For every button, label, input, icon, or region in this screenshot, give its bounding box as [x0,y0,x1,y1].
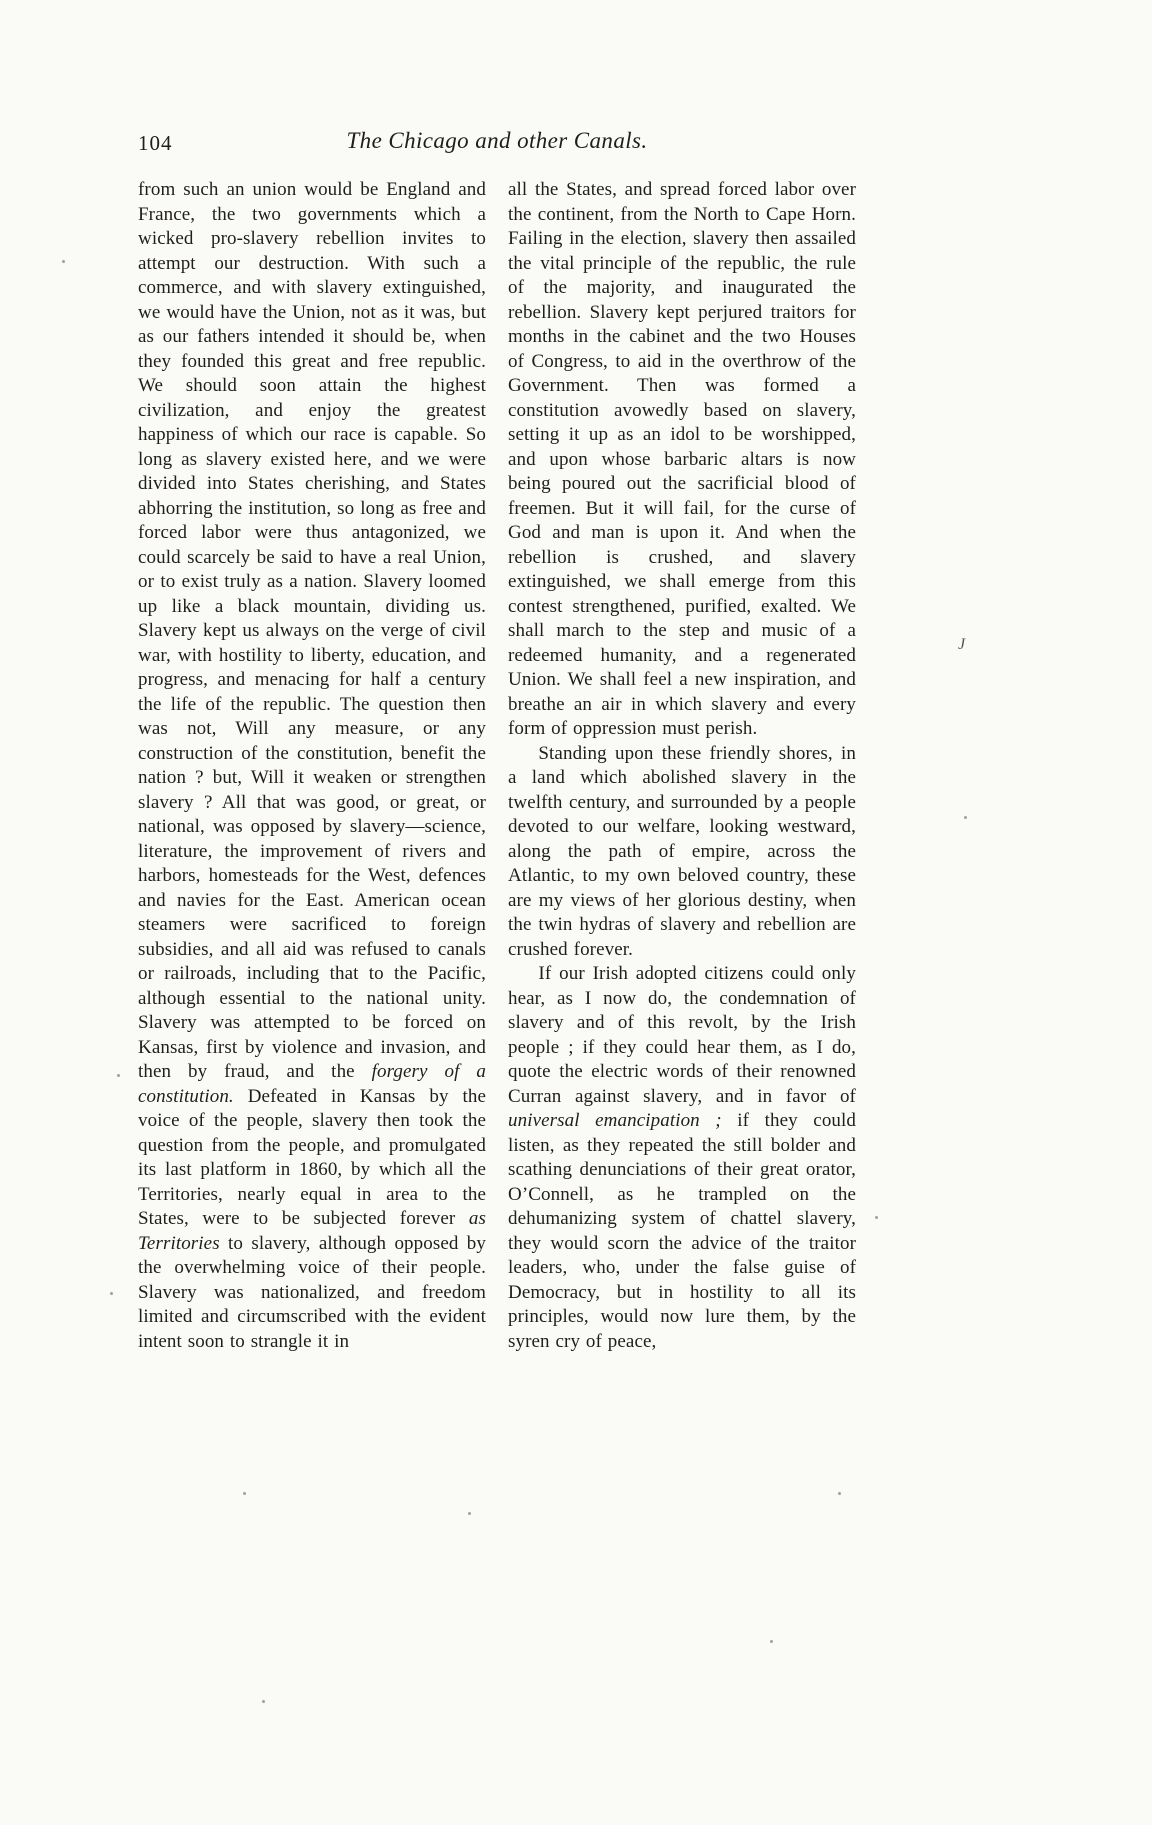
body-text: If our Irish adopted citizens could only hear, as I now do, the condemnation of slavery and of this revolt, by the Irish people ; if they could hear them, as I do, quote the electric words of their renowned Curran against slavery, and in favor of [508,963,856,1107]
body-text: all the States, and spread forced labor over the continent, from the North to Cape Horn. Failing in the election, slavery then assailed the vital principle of the republic, the rule of the majority, and inaugurated the rebellion. Slavery kept perjured traitors for months in the cabinet and the two Houses of Congress, to aid in the overthrow of the Government. Then was formed a constitution avowedly based on slavery, setting it up as an idol to be worshipped, and upon whose barbaric altars is now being poured out the sacrificial blood of freemen. But it will fail, for the curse of God and man is upon it. And when the rebellion is crushed, and slavery extinguished, we shall emerge from this contest strengthened, purified, exalted. We shall march to the step and music of a redeemed humanity, and a regenerated Union. We shall feel a new inspiration, and breathe an air in which slavery and every form of oppression must perish. [508,179,856,739]
body-text: to slavery, although opposed by the overwhelming voice of their people. Slavery was nationalized, and freedom limited and circumscribed with the evident intent soon to strangle it in [138,1232,486,1352]
scan-speck [110,1292,113,1295]
page-header [138,128,856,154]
body-text: if they could listen, as they repeated the still bolder and scathing denunciations of their great orator, O’Connell, as he trampled on the dehumanizing system of chattel slavery, they would scorn the advice of the traitor leaders, who, under the false guise of Democracy, but in hostility to all its principles, would now lure them, by the syren cry of peace, [508,1110,856,1352]
body-text: Defeated in Kansas by the voice of the people, slavery then took the question from the people, and promulgated its last platform in 1860, by which all the Territories, nearly equal in area to the States, were to be subjected forever [138,1085,486,1229]
body-text: from such an union would be England and France, the two governments which a wicked pro-slavery rebellion invites to attempt our destruction. With such a commerce, and with slavery extinguished, we would have the Union, not as it was, but as our fathers intended it should be, when they founded this great and free republic. We should soon attain the highest civilization, and enjoy the greatest happiness of which our race is capable. So long as slavery existed here, and we were divided into States cherishing, and States abhorring the institution, so long as free and forced labor were thus antagonized, we could scarcely be said to have a real Union, or to exist truly as a nation. Slavery loomed up like a black mountain, dividing us. Slavery kept us always on the verge of civil war, with hostility to liberty, education, and progress, and menacing for half a century the life of the republic. The question then was not, Will any measure, or any construction of the constitution, benefit the nation ? but, Will it weaken or strengthen slavery ? All that was good, or great, or national, was opposed by slavery—science, literature, the improvement of rivers and harbors, homesteads for the West, defences and navies for the East. American ocean steamers were sacrificed to foreign subsidies, and all aid was refused to canals or railroads, including that to the Pacific, although essential to the national unity. Slavery was attempted to be forced on Kansas, first by violence and invasion, and then by fraud, and the [138,179,486,1082]
scan-stray-mark: J [958,636,966,653]
scan-speck [117,1074,120,1077]
italic-text: universal emancipation ; [508,1110,722,1131]
page-title: The Chicago and other Canals. [346,128,648,153]
paragraph [138,178,486,1354]
text-columns [138,178,856,1354]
scan-speck [964,816,967,819]
italic-text: forgery of a constitution. [138,1061,486,1107]
right-column [508,178,856,1354]
body-text: Standing upon these friendly shores, in a land which abolished slavery in the twelfth century, and surrounded by a people devoted to our welfare, looking westward, along the path of empire, across the Atlantic, to my own beloved country, these are my views of her glorious destiny, when the twin hydras of slavery and rebellion are crushed forever. [508,742,856,960]
paragraph [508,178,856,742]
scan-speck [62,260,65,263]
scan-speck [262,1700,265,1703]
paragraph [508,962,856,1354]
italic-text: as Territories [138,1208,486,1254]
scan-speck [468,1512,471,1515]
scan-speck [838,1492,841,1495]
scan-speck [770,1640,773,1643]
scan-speck [875,1216,878,1219]
scan-speck [243,1492,246,1495]
paragraph [508,742,856,963]
left-column [138,178,486,1354]
page-number: 104 [138,131,173,155]
